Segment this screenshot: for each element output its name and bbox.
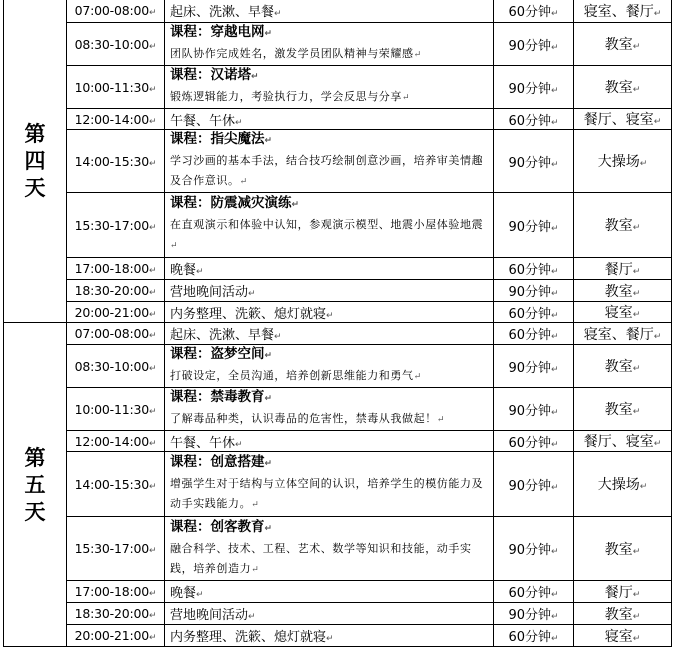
course-title: 课程：汉诺塔 [170, 67, 251, 83]
course-title: 课程：指尖魔法 [170, 131, 265, 147]
activity-cell: 晚餐 [170, 263, 197, 278]
duration-cell: 90分钟 [508, 219, 551, 235]
schedule-row: 08:30-10:00↵ 课程：穿越电网↵ 团队协作完成姓名，激发学员团队精神与荣耀感↵ 90分钟↵ 教室↵ [4, 23, 672, 66]
location-cell: 餐厅 [604, 261, 633, 278]
location-cell: 教室 [604, 402, 633, 418]
day-label [4, 0, 67, 323]
course-desc: 学习沙画的基本手法，结合技巧绘制创意沙画，培养审美情趣及合作意识。 [170, 154, 484, 187]
day-label-char: 第 [24, 445, 46, 470]
schedule-row: 17:00-18:00↵ 晚餐↵ 60分钟↵ 餐厅↵ [4, 581, 672, 603]
time-cell: 10:00-11:30 [74, 401, 149, 417]
day-label-char: 五 [24, 472, 46, 497]
time-cell: 12:00-14:00 [74, 433, 149, 449]
duration-cell: 60分钟 [508, 306, 551, 322]
course-desc: 打破设定，全员沟通，培养创新思维能力和勇气 [170, 369, 414, 382]
course-desc: 团队协作完成姓名，激发学员团队精神与荣耀感 [170, 47, 414, 60]
location-cell: 寝室、餐厅 [583, 326, 654, 343]
schedule-row: 12:00-14:00↵ 午餐、午休↵ 60分钟↵ 餐厅、寝室↵ [4, 431, 672, 452]
location-cell: 教室 [604, 218, 633, 234]
duration-cell: 90分钟 [508, 155, 551, 171]
activity-cell: 午餐、午休 [170, 113, 236, 129]
course-title: 课程：盗梦空间 [170, 346, 265, 362]
activity-cell: 营地晚间活动 [170, 608, 249, 623]
duration-cell: 90分钟 [508, 403, 551, 419]
time-cell: 12:00-14:00 [74, 111, 149, 127]
schedule-row: 08:30-10:00↵ 课程：盗梦空间↵ 打破设定，全员沟通，培养创新思维能力和勇气↵ 90分钟↵ 教室↵ [4, 345, 672, 388]
course-title: 课程：防震减灾演练 [170, 195, 292, 211]
time-cell: 15:30-17:00 [74, 217, 149, 233]
schedule-row: 12:00-14:00↵ 午餐、午休↵ 60分钟↵ 餐厅、寝室↵ [4, 109, 672, 130]
schedule-row: 15:30-17:00↵ 课程：防震减灾演练↵ 在直观演示和体验中认知，参观演示模型、地震小屋体验地震↵ 90分钟↵ 教室↵ [4, 193, 672, 258]
location-cell: 餐厅、寝室 [583, 434, 654, 450]
duration-cell: 90分钟 [508, 360, 551, 376]
course-desc: 了解毒品种类，认识毒品的危害性，禁毒从我做起！ [170, 412, 437, 425]
location-cell: 教室 [604, 37, 633, 53]
duration-cell: 60分钟 [508, 113, 551, 129]
duration-cell: 60分钟 [508, 435, 551, 451]
time-cell: 10:00-11:30 [74, 79, 149, 95]
day-label-char: 第 [24, 121, 46, 146]
duration-cell: 60分钟 [508, 630, 551, 645]
activity-cell: 起床、洗漱、早餐 [170, 328, 275, 343]
day-label [4, 323, 67, 647]
schedule-row: 第 五 天 07:00-08:00↵ 起床、洗漱、早餐↵ 60分钟↵ 寝室、餐厅↵ [4, 323, 672, 345]
course-desc: 融合科学、技术、工程、艺术、数学等知识和技能，动手实践，培养创造力 [170, 541, 472, 575]
location-cell: 大操场 [597, 477, 640, 493]
course-title: 课程：创客教育 [170, 518, 265, 535]
day-label-char: 四 [24, 148, 46, 173]
course-title: 课程：穿越电网 [170, 24, 265, 40]
schedule-row: 17:00-18:00↵ 晚餐↵ 60分钟↵ 餐厅↵ [4, 258, 672, 280]
duration-cell: 90分钟 [508, 478, 551, 494]
day-label-char: 天 [24, 175, 46, 200]
duration-cell: 90分钟 [508, 81, 551, 97]
location-cell: 寝室 [604, 628, 633, 645]
course-title: 课程：禁毒教育 [170, 389, 265, 405]
location-cell: 教室 [604, 80, 633, 96]
course-desc: 增强学生对于结构与立体空间的认识，培养学生的模仿能力及动手实践能力。 [170, 477, 484, 510]
location-cell: 教室 [604, 606, 633, 623]
location-cell: 大操场 [597, 154, 640, 170]
activity-cell: 晚餐 [170, 586, 197, 601]
schedule-row: 20:00-21:00↵ 内务整理、洗簌、熄灯就寝↵ 60分钟↵ 寝室↵ [4, 302, 672, 323]
activity-cell: 起床、洗漱、早餐 [170, 5, 275, 20]
location-cell: 教室 [604, 283, 633, 300]
duration-cell: 90分钟 [508, 543, 551, 558]
schedule-row: 10:00-11:30↵ 课程：汉诺塔↵ 锻炼逻辑能力，考验执行力，学会反思与分享↵ 90分钟↵ 教室↵ [4, 66, 672, 109]
time-cell: 08:30-10:00 [74, 358, 149, 374]
schedule-row: 18:30-20:00↵ 营地晚间活动↵ 90分钟↵ 教室↵ [4, 280, 672, 302]
course-title: 课程：创意搭建 [170, 454, 265, 470]
duration-cell: 90分钟 [508, 38, 551, 54]
activity-cell: 午餐、午休 [170, 435, 236, 451]
time-cell: 17:00-18:00 [74, 584, 149, 599]
day-label-char: 天 [24, 499, 46, 524]
course-desc: 锻炼逻辑能力，考验执行力，学会反思与分享 [170, 90, 402, 103]
schedule-row: 18:30-20:00↵ 营地晚间活动↵ 90分钟↵ 教室↵ [4, 603, 672, 625]
time-cell: 20:00-21:00 [74, 628, 149, 643]
schedule-row: 14:00-15:30↵ 课程：创意搭建↵ 增强学生对于结构与立体空间的认识，培养学生的模仿能力及动手实践能力。↵ 90分钟↵ 大操场↵ [4, 452, 672, 517]
schedule-row: 10:00-11:30↵ 课程：禁毒教育↵ 了解毒品种类，认识毒品的危害性，禁毒从我做起！↵ 90分钟↵ 教室↵ [4, 388, 672, 431]
location-cell: 餐厅 [604, 584, 633, 601]
schedule-row: 20:00-21:00↵ 内务整理、洗簌、熄灯就寝↵ 60分钟↵ 寝室↵ [4, 625, 672, 647]
time-cell: 18:30-20:00 [74, 606, 149, 621]
time-cell: 08:30-10:00 [74, 36, 149, 52]
time-cell: 18:30-20:00 [74, 283, 149, 298]
time-cell: 07:00-08:00 [74, 326, 149, 341]
time-cell: 15:30-17:00 [74, 541, 149, 556]
schedule-row: 15:30-17:00↵ 课程：创客教育↵ 融合科学、技术、工程、艺术、数学等知识和技能，动手实践，培养创造力↵ 90分钟↵ 教室↵ [4, 517, 672, 581]
time-cell: 07:00-08:00 [74, 3, 149, 18]
duration-cell: 90分钟 [508, 608, 551, 623]
time-cell: 20:00-21:00 [74, 304, 149, 320]
location-cell: 教室 [604, 541, 633, 558]
activity-cell: 营地晚间活动 [170, 285, 249, 300]
location-cell: 餐厅、寝室 [583, 112, 654, 128]
location-cell: 寝室、餐厅 [583, 3, 654, 20]
duration-cell: 90分钟 [508, 285, 551, 300]
time-cell: 17:00-18:00 [74, 261, 149, 276]
course-desc: 在直观演示和体验中认知，参观演示模型、地震小屋体验地震 [170, 218, 484, 231]
duration-cell: 60分钟 [508, 5, 551, 20]
duration-cell: 60分钟 [508, 263, 551, 278]
activity-cell: 内务整理、洗簌、熄灯就寝 [170, 306, 327, 322]
location-cell: 寝室 [604, 305, 633, 321]
time-cell: 14:00-15:30 [74, 153, 149, 169]
location-cell: 教室 [604, 359, 633, 375]
schedule-row: 14:00-15:30↵ 课程：指尖魔法↵ 学习沙画的基本手法，结合技巧绘制创意沙画，培养审美情趣及合作意识。↵ 90分钟↵ 大操场↵ [4, 130, 672, 193]
duration-cell: 60分钟 [508, 328, 551, 343]
schedule-row: 第 四 天 07:00-08:00↵ 起床、洗漱、早餐↵ 60分钟↵ 寝室、餐厅↵ [4, 0, 672, 23]
duration-cell: 60分钟 [508, 586, 551, 601]
schedule-table [3, 0, 672, 647]
time-cell: 14:00-15:30 [74, 476, 149, 492]
activity-cell: 内务整理、洗簌、熄灯就寝 [170, 630, 327, 645]
